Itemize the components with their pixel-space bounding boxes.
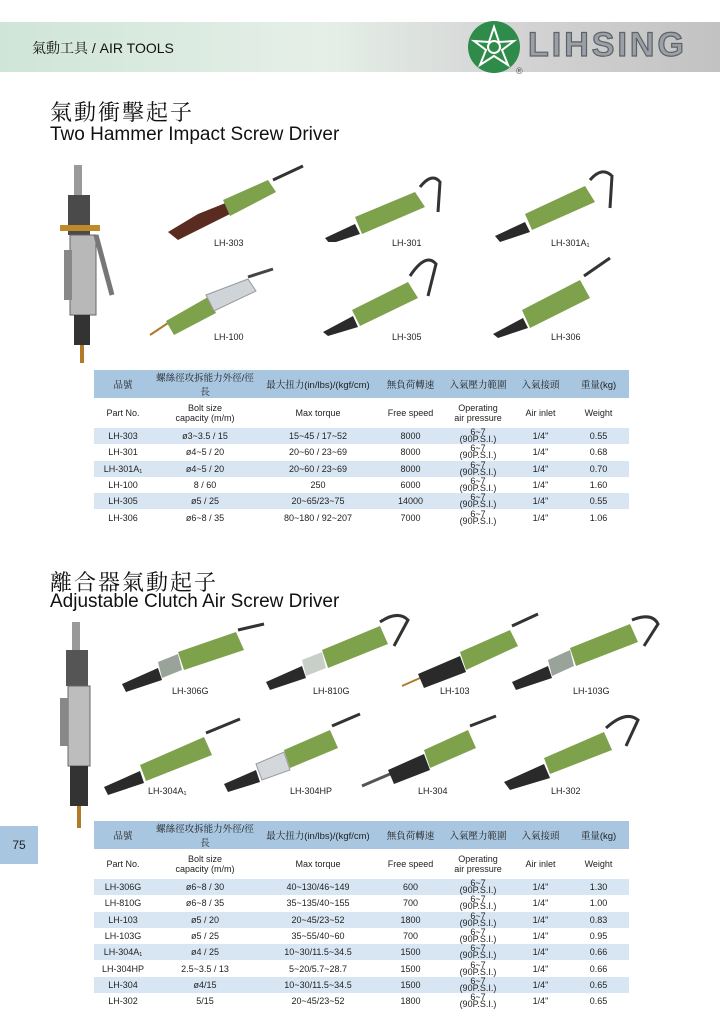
table-cell: 1/4" [532, 898, 549, 909]
table-cell: 0.55 [589, 496, 608, 507]
table-cell: 40~130/46~149 [286, 882, 350, 893]
section2-title-zh: 離合器氣動起子 [50, 570, 219, 595]
table-row [94, 977, 629, 993]
lh-100-image [148, 265, 278, 340]
table-cell: 6~7 (90P.S.I.) [459, 992, 497, 1010]
product-label: LH-304HP [290, 786, 333, 796]
table-cell: 1.00 [589, 898, 608, 909]
table-cell: 6~7 (90P.S.I.) [459, 959, 497, 977]
table-cell: 1.60 [589, 480, 608, 491]
table-cell: 1/4" [532, 996, 549, 1007]
table-cell: 1/4" [532, 931, 549, 942]
table-cell: LH-103 [108, 914, 138, 925]
table-cell: 8000 [400, 431, 421, 442]
table-cell: ø5 / 25 [190, 931, 219, 942]
table-cell: 1/4" [532, 512, 549, 523]
table-cell: 1/4" [532, 914, 549, 925]
table-row [94, 428, 629, 444]
table-cell: 1/4" [532, 431, 549, 442]
table-row [94, 461, 629, 477]
lh-306g-image [118, 622, 268, 692]
product-label: LH-810G [313, 686, 350, 696]
table-cell: 1800 [400, 996, 421, 1007]
table-cell: 6~7 (90P.S.I.) [459, 943, 497, 961]
table-cell: ø6~8 / 35 [185, 898, 225, 909]
table-row [94, 960, 629, 976]
table-cell: 6~7 (90P.S.I.) [459, 878, 497, 896]
table-cell: LH-304A₁ [103, 947, 143, 958]
table-cell: 1500 [400, 979, 421, 990]
table-cell: 1500 [400, 963, 421, 974]
lihsing-flower-logo-icon [466, 19, 522, 75]
table-header-en: Part No. Bolt size capacity (m/m) Max torque Free speed Operating air pressure Air inlet Weight [106, 403, 613, 423]
header-category-label: 氣動工具 / AIR TOOLS [32, 40, 174, 56]
table-cell: 700 [402, 931, 419, 942]
table-row [94, 993, 629, 1009]
table-cell: 1800 [400, 914, 421, 925]
table-cell: 1.06 [589, 512, 608, 523]
table-cell: 7000 [400, 512, 421, 523]
table-cell: ø5 / 25 [190, 496, 219, 507]
table-cell: LH-302 [108, 996, 138, 1007]
product-label: LH-301A₁ [551, 238, 590, 248]
table-cell: ø3~3.5 / 15 [182, 431, 228, 442]
lh-304hp-image [220, 712, 365, 792]
product-label: LH-303 [214, 238, 244, 248]
spec-table-clutch [94, 821, 629, 1009]
table-cell: LH-305 [108, 496, 138, 507]
table-cell: 6~7 (90P.S.I.) [459, 894, 497, 912]
product-label: LH-305 [392, 332, 422, 342]
lh-306-image [488, 250, 618, 340]
table-cell: 0.65 [589, 996, 608, 1007]
table-cell: 6000 [400, 480, 421, 491]
table-row [94, 509, 629, 525]
table-cell: LH-304HP [101, 963, 145, 974]
table-cell: 0.55 [589, 431, 608, 442]
lh-301-image [320, 172, 460, 242]
table-row [94, 928, 629, 944]
table-cell: 1.30 [589, 882, 608, 893]
table-cell: 1/4" [532, 496, 549, 507]
table-cell: 6~7 (90P.S.I.) [459, 476, 497, 494]
table-cell: 5~20/5.7~28.7 [288, 963, 348, 974]
table-cell: ø4~5 / 20 [185, 463, 225, 474]
table-cell: 1/4" [532, 882, 549, 893]
section1-title-en: Two Hammer Impact Screw Driver [50, 124, 340, 145]
table-cell: 20~45/23~52 [291, 996, 345, 1007]
table-cell: 0.66 [589, 963, 608, 974]
table-cell: 250 [310, 480, 326, 491]
table-row [94, 912, 629, 928]
table-row [94, 895, 629, 911]
table-cell: ø4~5 / 20 [185, 447, 225, 458]
table-row [94, 493, 629, 509]
table-cell: 6~7 (90P.S.I.) [459, 427, 497, 445]
table-cell: 8000 [400, 447, 421, 458]
table-header-zh: 品號 螺絲徑攻拆能力外徑/徑長 最大扭力(in/lbs)/(kgf/cm) 無負荷轉速 入氣壓力範圍 入氣接頭 重量(kg) [94, 370, 629, 398]
table-cell: 5/15 [196, 996, 214, 1007]
brand-logo-text: LIHSING [528, 26, 687, 64]
table-cell: 600 [402, 882, 419, 893]
product-label: LH-100 [214, 332, 244, 342]
lh-304-image [360, 712, 500, 792]
product-label: LH-103G [573, 686, 610, 696]
table-cell: LH-306G [104, 882, 142, 893]
table-cell: 20~45/23~52 [291, 914, 345, 925]
registered-mark: ® [516, 66, 523, 76]
table-cell: 1500 [400, 947, 421, 958]
table-cell: LH-301 [108, 447, 138, 458]
table-cell: 0.95 [589, 931, 608, 942]
table-cell: 20~60 / 23~69 [288, 463, 348, 474]
section1-title-zh: 氣動衝擊起子 [50, 100, 195, 125]
table-cell: 1/4" [532, 979, 549, 990]
table-cell: 1/4" [532, 447, 549, 458]
table-cell: 10~30/11.5~34.5 [284, 979, 352, 990]
product-label: LH-302 [551, 786, 581, 796]
table-cell: 6~7 (90P.S.I.) [459, 975, 497, 993]
table-cell: 1/4" [532, 463, 549, 474]
table-cell: LH-303 [108, 431, 138, 442]
table-cell: 35~135/40~155 [286, 898, 350, 909]
product-label: LH-304A₁ [148, 786, 187, 796]
table-row [94, 879, 629, 895]
table-row [94, 444, 629, 460]
table-cell: 35~55/40~60 [291, 931, 345, 942]
table-cell: ø4 / 25 [190, 947, 219, 958]
table-cell: 0.70 [589, 463, 608, 474]
table-cell: 20~65/23~75 [291, 496, 345, 507]
table-cell: ø5 / 20 [190, 914, 219, 925]
table-cell: ø6~8 / 35 [185, 512, 225, 523]
table-cell: 0.83 [589, 914, 608, 925]
table-cell: 1/4" [532, 947, 549, 958]
table-cell: LH-810G [104, 898, 142, 909]
table-cell: 6~7 (90P.S.I.) [459, 927, 497, 945]
table-cell: ø6~8 / 30 [185, 882, 225, 893]
lh-302-image [500, 710, 645, 790]
product-label: LH-301 [392, 238, 422, 248]
product-label: LH-304 [418, 786, 448, 796]
table-cell: 700 [402, 898, 419, 909]
table-cell: 8000 [400, 463, 421, 474]
table-cell: 6~7 (90P.S.I.) [459, 459, 497, 477]
table-cell: 10~30/11.5~34.5 [284, 947, 352, 958]
product-label: LH-306 [551, 332, 581, 342]
table-cell: 6~7 (90P.S.I.) [459, 443, 497, 461]
product-label: LH-103 [440, 686, 470, 696]
spec-table-impact [94, 370, 629, 526]
table-cell: 14000 [397, 496, 424, 507]
table-cell: 6~7 (90P.S.I.) [459, 508, 497, 526]
lh-301a1-image [490, 166, 630, 246]
table-cell: 6~7 (90P.S.I.) [459, 910, 497, 928]
table-cell: LH-304 [108, 979, 138, 990]
page-number: 75 [0, 826, 38, 864]
lh-103g-image [508, 612, 663, 690]
table-cell: LH-301A₁ [103, 463, 143, 474]
table-cell: ø4/15 [193, 979, 217, 990]
table-header-zh: 品號 螺絲徑攻拆能力外徑/徑長 最大扭力(in/lbs)/(kgf/cm) 無負荷轉速 入氣壓力範圍 入氣接頭 重量(kg) [94, 821, 629, 849]
lh-305-image [318, 252, 448, 337]
table-cell: LH-103G [104, 931, 142, 942]
table-cell: 0.68 [589, 447, 608, 458]
table-cell: 15~45 / 17~52 [288, 431, 348, 442]
table-cell: 1/4" [532, 963, 549, 974]
lh-810g-image [262, 610, 412, 690]
table-cell: 0.65 [589, 979, 608, 990]
table-cell: 1/4" [532, 480, 549, 491]
table-cell: 6~7 (90P.S.I.) [459, 492, 497, 510]
table-cell: 80~180 / 92~207 [283, 512, 353, 523]
table-cell: 2.5~3.5 / 13 [181, 963, 229, 974]
product-label: LH-306G [172, 686, 209, 696]
table-cell: 20~60 / 23~69 [288, 447, 348, 458]
table-header-en: Part No. Bolt size capacity (m/m) Max torque Free speed Operating air pressure Air inlet Weight [106, 854, 613, 874]
section2-title-en: Adjustable Clutch Air Screw Driver [50, 591, 340, 612]
table-row [94, 944, 629, 960]
table-cell: 8 / 60 [193, 480, 217, 491]
table-cell: LH-100 [108, 480, 138, 491]
vertical-impact-driver-image [50, 165, 122, 365]
table-cell: LH-306 [108, 512, 138, 523]
table-row [94, 477, 629, 493]
lh-303-image [158, 162, 308, 242]
table-cell: 0.66 [589, 947, 608, 958]
